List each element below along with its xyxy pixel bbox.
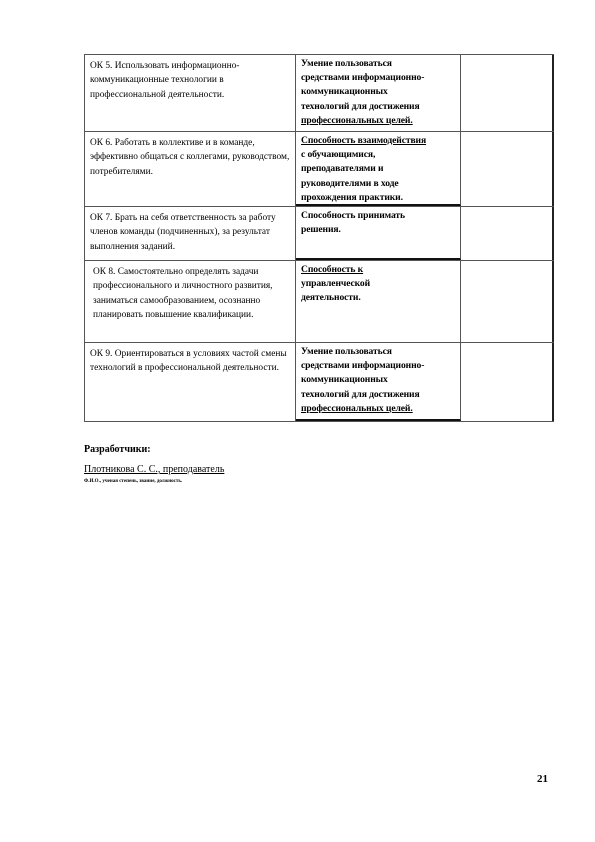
empty-cell xyxy=(461,261,554,342)
table-row xyxy=(84,132,554,207)
competence-cell: ОК 7. Брать на себя ответственность за работу членов команды (подчиненных), за результат выполнения заданий. xyxy=(84,207,296,260)
competence-cell: ОК 9. Ориентироваться в условиях частой смены технологий в профессиональной деятельности. xyxy=(84,343,296,421)
developer-note: Ф.И.О., ученая степень, звание, должность. xyxy=(84,479,183,484)
indicator-cell: Умение пользоваться средствами информационно- коммуникационных технологий для достижения профессиональных целей. xyxy=(296,55,461,131)
indicator-cell: Способность к управленческой деятельности. xyxy=(296,261,461,342)
competence-cell: ОК 6. Работать в коллективе и в команде, эффективно общаться с коллегами, руководством, потребителями. xyxy=(84,132,296,206)
indicator-cell: Способность принимать решения. xyxy=(296,207,461,260)
competence-table xyxy=(84,54,554,422)
indicator-cell: Умение пользоваться средствами информационно- коммуникационных технологий для достижения профессиональных целей. xyxy=(296,343,461,421)
table-row xyxy=(84,207,554,261)
table-row xyxy=(84,261,554,343)
indicator-cell: Способность взаимодействия с обучающимися, преподавателями и руководителями в ходе прохождения практики. xyxy=(296,132,461,206)
empty-cell xyxy=(461,207,554,260)
competence-cell: ОК 8. Самостоятельно определять задачи профессионального и личностного развития, заниматься самообразованием, осознанно планировать повышение квалификации. xyxy=(84,261,296,342)
developers-label: Разработчики: xyxy=(84,444,151,455)
table-row xyxy=(84,343,554,422)
empty-cell xyxy=(461,343,554,421)
page-number: 21 xyxy=(537,773,548,785)
empty-cell xyxy=(461,55,554,131)
competence-cell: ОК 5. Использовать информационно-коммуникационные технологии в профессиональной деятельности. xyxy=(84,55,296,131)
table-row xyxy=(84,54,554,132)
empty-cell xyxy=(461,132,554,206)
developer-name: Плотникова С. С., преподаватель xyxy=(84,464,225,475)
